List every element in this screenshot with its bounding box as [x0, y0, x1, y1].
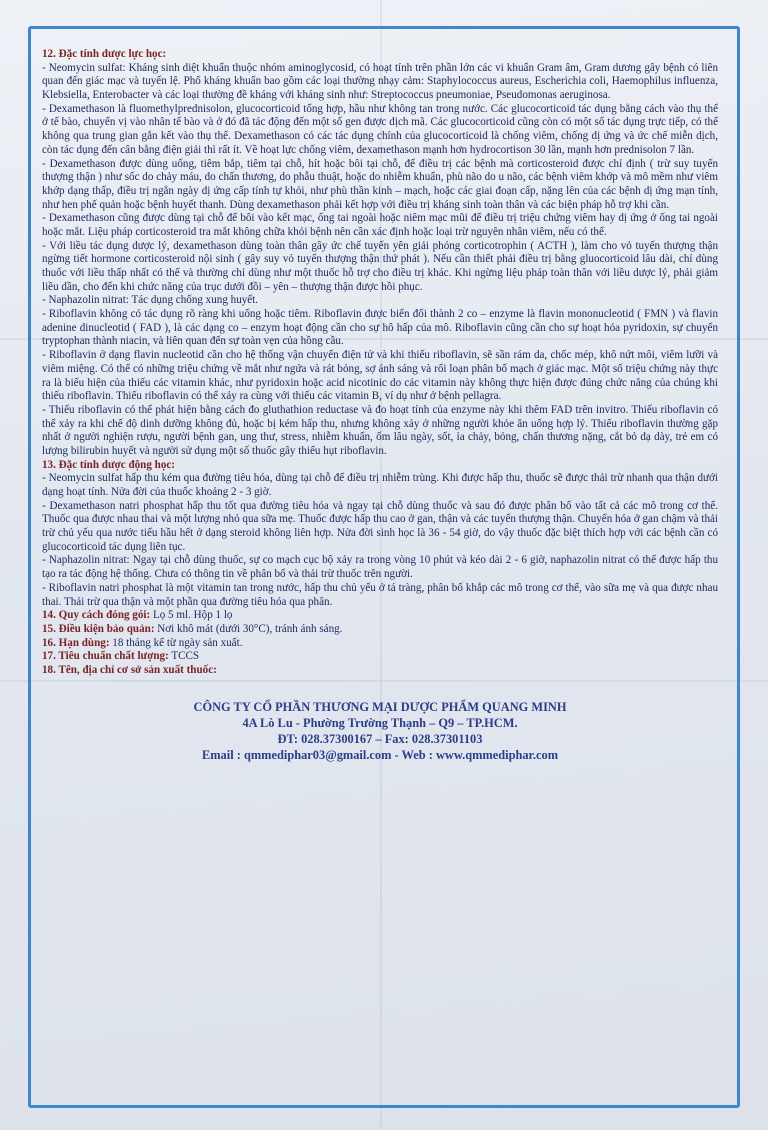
company-phone-fax: ĐT: 028.37300167 – Fax: 028.37301103: [277, 731, 483, 746]
paragraph-neomycin-pharmacodynamics: - Neomycin sulfat: Kháng sinh diệt khuẩn thuộc nhóm aminoglycosid, có hoạt tính trên phần lớn các vi khuẩn Gram âm, Gram dương gây bệnh có liên quan đến giác mạc và tuyến lệ. Phổ kháng khuẩn bao gồm các loại thường nhạy cảm: Staphylococcus aureus, Escherichia coli, Haemophilus influenza, Klebsiella, Enterobacter và các loại thường đề kháng với kháng sinh như: Streptococcus pneumoniae, Pseudomonas aeruginosa.: [42, 61, 718, 102]
section-12-title: 12. Đặc tính dược lực học:: [42, 48, 167, 60]
paragraph-dexamethason-pharmacokinetics: - Dexamethason natri phosphat hấp thu tốt qua đường tiêu hóa và ngay tại chỗ dùng thuốc và sau đó được phân bố vào tất cả các mô trong cơ thể. Thuốc qua được nhau thai và một lượng nhỏ qua sữa mẹ. Thuốc được hấp thu cao ở gan, thận và các tuyến thượng thận. Chuyển hóa ở gan chậm và thải trừ chủ yếu qua nước tiểu hầu hết ở dạng steroid không liên hợp. Nửa đời sinh học là 36 - 54 giờ, do vậy thuốc đặc biệt thích hợp với các bệnh cần có glucocorticoid tác dụng liên tục.: [42, 499, 718, 553]
paragraph-dexamethason-topical: - Dexamethason cũng được dùng tại chỗ để bôi vào kết mạc, ống tai ngoài hoặc niêm mạc mũi để điều trị triệu chứng viêm hay dị ứng ở ống tai ngoài hoặc mắt. Liệu pháp corticosteroid tra mắt không chữa khỏi bệnh nên cần xác định hoặc loại trừ nguyên nhân viêm, nếu có thể.: [42, 212, 718, 238]
paragraph-riboflavin-deficiency-causes: - Thiếu riboflavin có thể phát hiện bằng cách đo gluthathion reductase và đo hoạt tính của enzyme này khi thêm FAD trên invitro. Thiếu riboflavin có thể xảy ra khi chế độ dinh dưỡng không đủ, hoặc bị kém hấp thu, nhưng không xảy ở những người khỏe ăn uống hợp lý. Thiếu riboflavin thường gặp nhất ở người nghiện rượu, người bệnh gan, ung thư, stress, nhiễm khuẩn, ốm lâu ngày, sốt, ỉa chảy, bỏng, chấn thương nặng, cắt bỏ dạ dày, trẻ em có lượng bilirubin huyết và người sử dụng một số thuốc gây thiếu hụt riboflavin.: [42, 403, 718, 457]
section-17-title: 17. Tiêu chuẩn chất lượng:: [42, 650, 169, 663]
section-17-standard: [42, 650, 718, 664]
section-17-value: TCCS: [168, 650, 200, 663]
section-16-title: 16. Hạn dùng:: [42, 636, 110, 649]
paragraph-riboflavin-deficiency-signs: - Riboflavin ở dạng flavin nucleotid cần cho hệ thống vận chuyển điện tử và khi thiếu riboflavin, sẽ sần rám da, chốc mép, khô nứt môi, viêm lưỡi và viêm miệng. Có thể có những triệu chứng về mắt như ngứa và rát bỏng, sợ ánh sáng và rối loạn phân bố mạch ở giác mạc. Một số triệu chứng này thực ra là biểu hiện của thiếu các vitamin khác, như pyridoxin hoặc acid nicotinic do các vitamin này không thực hiện được đúng chức năng của chúng khi thiếu riboflavin. Thiếu riboflavin có thể xảy ra cùng với thiếu các vitamin B, ví dụ như ở bệnh pellagra.: [42, 349, 718, 403]
section-14-title: 14. Quy cách đóng gói:: [42, 609, 151, 622]
company-address: 4A Lò Lu - Phường Trường Thạnh – Q9 – TP.HCM.: [242, 715, 518, 730]
section-15-title: 15. Điều kiện bảo quản:: [42, 622, 155, 635]
paragraph-dexamethason-systemic: - Với liều tác dụng dược lý, dexamethason dùng toàn thân gây ức chế tuyến yên giải phóng corticotrophin ( ACTH ), làm cho vỏ tuyến thượng thận ngừng tiết hormone corticosteroid nội sinh ( gây suy vỏ tuyến thượng thận thứ phát ). Nếu cần thiết phải điều trị bằng gluocorticoid lâu dài, chỉ dùng thuốc với liều thấp nhất có thể và thường chỉ dùng như một thuốc hỗ trợ cho điều trị khác. Khi ngừng liệu pháp toàn thân với liều dược lý, phải giảm liều dần, cho đến khi chức năng của trục dưới đồi – yên – thượng thận được hồi phục.: [42, 239, 718, 293]
section-16-expiry: [42, 637, 718, 651]
paragraph-dexamethason-mechanism: - Dexamethason là fluomethylprednisolon, glucocorticoid tổng hợp, hầu như không tan trong nước. Các glucocorticoid tác dụng bằng cách vào thụ thể ở tế bào, chuyển vị vào nhân tế bào và ở đó đã tác động đến một số gen được dịch mã. Các glucocorticoid cũng còn có một số tác dụng trực tiếp, có thể không qua trung gian gắn kết vào thụ thể. Dexamethason có các tác dụng chính của glucocorticoid là chống viêm, chống dị ứng và ức chế miễn dịch, còn tác dụng đến cân bằng điện giải thì rất ít. Về hoạt lực chống viêm, dexamethason mạnh hơn hydrocortison 30 lần, mạnh hơn prednisolon 7 lần.: [42, 102, 718, 156]
paragraph-naphazolin-pharmacokinetics: - Naphazolin nitrat: Ngay tại chỗ dùng thuốc, sự co mạch cục bộ xảy ra trong vòng 10 phút và kéo dài 2 - 6 giờ, naphazolin nitrat có thể được hấp thu tạo ra tác động hệ thống. Chưa có thông tin về phân bố và thải trừ thuốc trên người.: [42, 554, 718, 581]
section-14-packaging: [42, 609, 718, 623]
paragraph-neomycin-pharmacokinetics: - Neomycin sulfat hấp thu kém qua đường tiêu hóa, dùng tại chỗ để điều trị nhiễm trùng. Khi được hấp thu, thuốc sẽ được thải trừ nhanh qua thận dưới dạng hoạt tính. Nửa đời của thuốc khoảng 2 - 3 giờ.: [42, 472, 718, 498]
leaflet-text: [42, 48, 718, 763]
paragraph-riboflavin-pharmacokinetics: - Riboflavin natri phosphat là một vitamin tan trong nước, hấp thu chủ yếu ở tá tràng, phân bố khắp các mô trong cơ thể, vào sữa mẹ và qua được nhau thai. Thải trừ qua thận và một phần qua đường tiêu hóa qua phân.: [42, 581, 718, 608]
section-15-storage: [42, 623, 718, 637]
section-18-title: 18. Tên, địa chỉ cơ sở sản xuất thuốc:: [42, 663, 217, 676]
spacer: [42, 678, 718, 699]
paragraph-riboflavin-coenzyme: - Riboflavin không có tác dụng rõ ràng khi uống hoặc tiêm. Riboflavin được biến đổi thành 2 co – enzyme là flavin mononucleotid ( FMN ) và flavin adenine dinucleotid ( FAD ), là các dạng co – enzym hoạt động cần cho sự hô hấp của mô. Riboflavin cũng cần cho sự hoạt hóa pyridoxin, sự chuyển tryptophan thành niacin, và liên quan đến sự toàn vẹn của hồng cầu.: [42, 308, 718, 348]
section-13-title: 13. Đặc tính dược động học:: [42, 458, 175, 471]
paragraph-dexamethason-indications: - Dexamethason được dùng uống, tiêm bắp, tiêm tại chỗ, hít hoặc bôi tại chỗ, để điều trị các bệnh mà corticosteroid được chỉ định ( trừ suy tuyến thượng thận ) như sốc do chảy máu, do chấn thương, do phẫu thuật, hoặc do nhiễm khuẩn, phù não do u não, các bệnh viêm khớp và mô mềm như viêm khớp dạng thấp, điều trị ngắn ngày dị ứng cấp tính tự khỏi, như phù thần kinh – mạch, hoặc các giai đoạn cấp, nặng lên của các bệnh dị ứng mạn tính, như hen phế quản hoặc bệnh huyết thanh. Dùng dexamethason phải kết hợp với điều trị kháng sinh toàn thân và các biện pháp hỗ trợ khi cần.: [42, 157, 718, 211]
company-email-web: Email : qmmediphar03@gmail.com - Web : www.qmmediphar.com: [201, 747, 559, 762]
section-14-value: Lọ 5 ml. Hộp 1 lọ: [150, 609, 233, 622]
company-name: CÔNG TY CỔ PHẦN THƯƠNG MẠI DƯỢC PHẨM QUANG MINH: [193, 699, 567, 714]
paragraph-naphazolin-effect: - Naphazolin nitrat: Tác dụng chống xung huyết.: [42, 294, 259, 307]
section-15-value: Nơi khô mát (dưới 30°C), tránh ánh sáng.: [154, 622, 343, 635]
section-16-value: 18 tháng kể từ ngày sản xuất.: [109, 636, 243, 649]
